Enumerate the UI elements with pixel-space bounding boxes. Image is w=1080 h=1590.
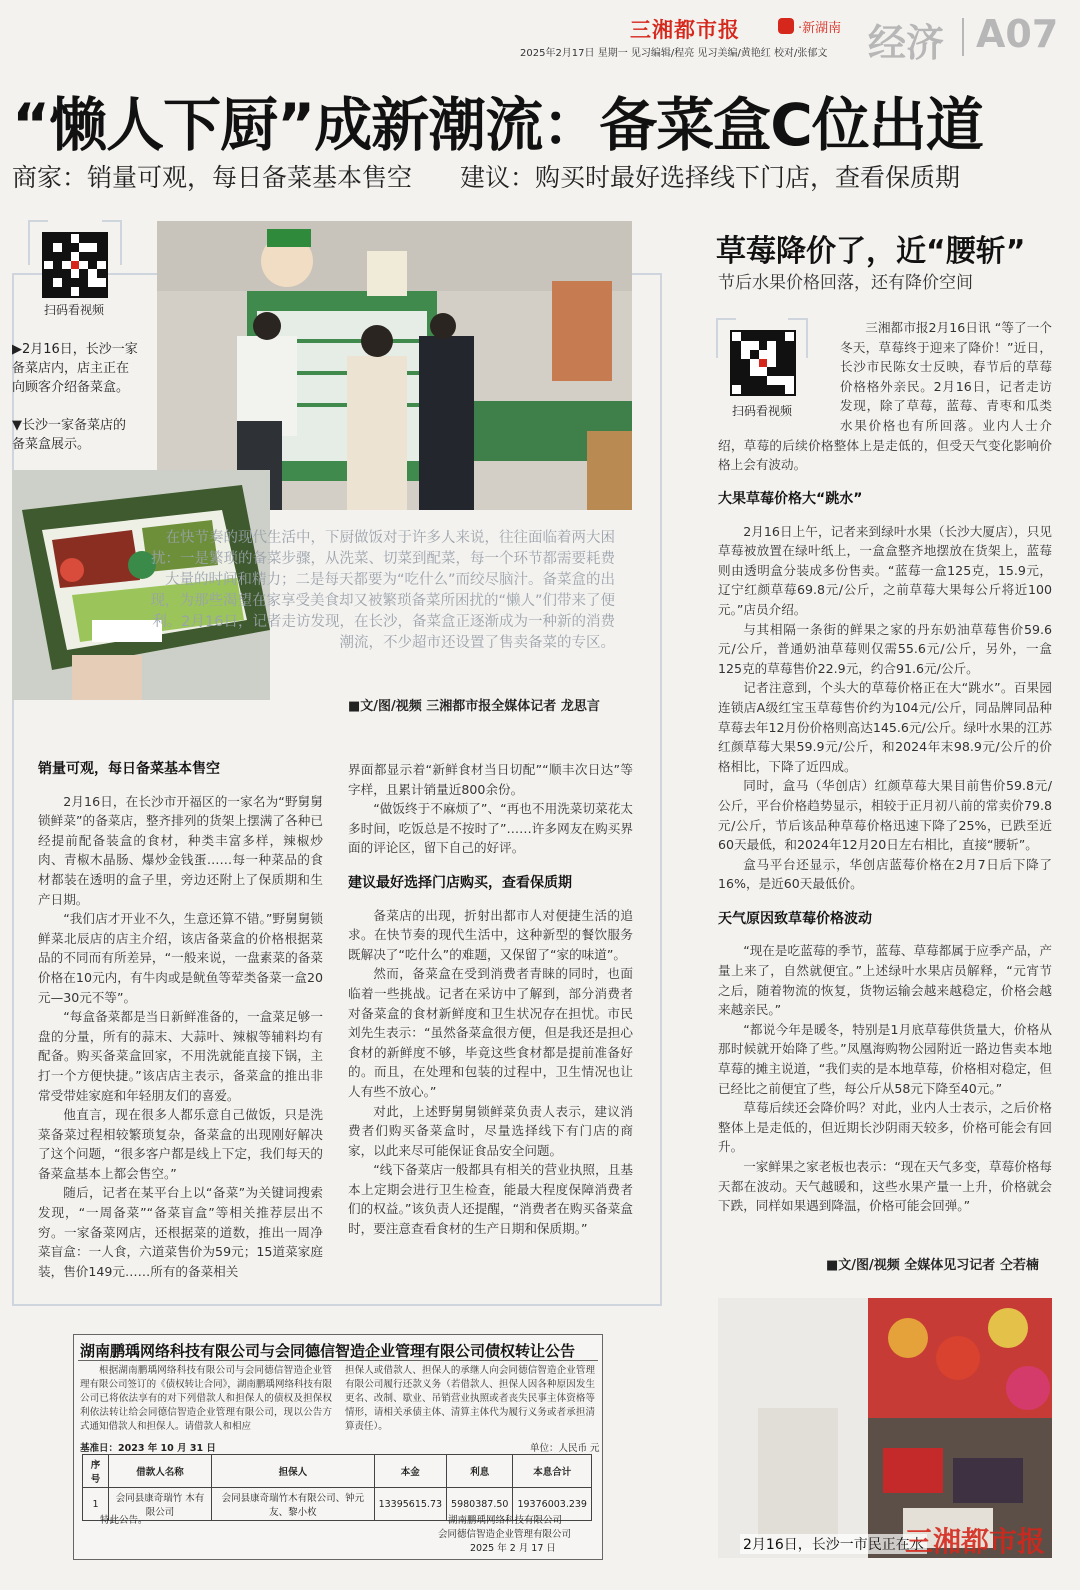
- qr-bracket: [120, 220, 122, 265]
- notice-base-date: 基准日：2023 年 10 月 31 日: [80, 1443, 216, 1454]
- table-cell: 5980387.50: [447, 1488, 513, 1521]
- paragraph: 记者注意到，个头大的草莓价格正在大“跳水”。百果园连锁店A级红宝玉草莓售价约为104元/公斤，同品牌同品种草莓去年12月份价格则高达145.6元/公斤。绿叶水果的江苏红颜草莓大果59.9元/公斤，和2024年末98.9元/公斤的价格相比，下降了近四成。: [718, 680, 1052, 774]
- paragraph: 他直言，现在很多人都乐意自己做饭，只是洗菜备菜过程相较繁琐复杂，备菜盒的出现刚好解决了这个问题，“很多客户都是线上下定，我们每天的备菜盒基本上都会售空。”: [38, 1107, 323, 1181]
- newspaper-brand: 三湘都市报: [630, 18, 740, 42]
- paragraph: “线下备菜店一般都具有相关的营业执照，且基本上定期会进行卫生检查，能最大程度保障消费者们的权益。”该负责人还提醒，“消费者在购买备菜盒时，要注意查看食材的生产日期和保质期。”: [348, 1162, 633, 1237]
- section-heading: 天气原因致草莓价格波动: [718, 910, 872, 927]
- notice-signer-2: 会同德信智造企业管理有限公司: [438, 1529, 572, 1540]
- app-name: ·新湖南: [798, 21, 842, 36]
- qr-bracket: [28, 220, 48, 222]
- table-cell: 会同县康奇瑞竹木有限公司、钟元友、黎小枚: [212, 1488, 375, 1521]
- paragraph: 一家鲜果之家老板也表示：“现在天气多变，草莓价格每天都在波动。天气越暖和，这些水果产量一上升，价格就会下跌，同样如果遇到降温，价格可能会回弹。”: [718, 1159, 1052, 1214]
- side-headline: 草莓降价了，近“腰斩”: [716, 234, 1026, 269]
- app-logo-icon: [778, 18, 794, 34]
- section-heading: 销量可观，每日备菜基本售空: [38, 761, 220, 777]
- qr-caption: 扫码看视频: [44, 303, 105, 317]
- notice-unit: 单位：人民币 元: [530, 1443, 600, 1454]
- subhead-merchant: 商家：销量可观，每日备菜基本售空: [12, 163, 413, 192]
- notice-title: 湖南鹏瑀网络科技有限公司与会同德信智造企业管理有限公司债权转让公告: [80, 1342, 576, 1360]
- notice-text-left: 根据湖南鹏瑀网络科技有限公司与会同德信智造企业管理有限公司签订的《债权转让合同》，湖南鹏瑀网络科技有限公司已将依法享有的对下列借款人和担保人的债权及担保权利依法转让给会同德信智造企业管理有限公司，现以公告方式通知借款人和担保人。请借款人和相应: [80, 1365, 332, 1432]
- table-header: 本息合计: [513, 1455, 592, 1488]
- table-header: 借款人名称: [108, 1455, 211, 1488]
- side-intro-wrap: [718, 318, 1052, 478]
- side-body: [718, 490, 1052, 1216]
- table-header: 担保人: [212, 1455, 375, 1488]
- paragraph: “我们店才开业不久，生意还算不错。”野舅舅锁鲜菜北辰店的店主介绍，该店备菜盒的价格根据菜品的不同而有所差异，“一般来说，一盘素菜的备菜价格在10元内，有牛肉或是鱿鱼等荤类备菜一盒20元—30元不等”。: [38, 911, 323, 1005]
- main-column-1: [38, 760, 323, 1281]
- notice-divider: [78, 1360, 598, 1361]
- paragraph: 随后，记者在某平台上以“备菜”为关键词搜索发现，“一周备菜”“备菜盲盒”等相关推荐层出不穷。一家备菜网店，还根据菜的道数，推出一周净菜盲盒：一人食，六道菜售价为59元；15道菜家庭装，售价149元……所有的备菜相关: [38, 1185, 323, 1279]
- qr-bracket: [102, 220, 122, 222]
- side-intro: 三湘都市报2月16日讯 “等了一个冬天，草莓终于迎来了降价！”近日，长沙市民陈女士反映，春节后的草莓价格格外亲民。2月16日，记者走访发现，除了草莓，蓝莓、青枣和瓜类水果价格也有所回落。业内人士介绍，草莓的后续价格整体上是走低的，但受天气变化影响价格上会有波动。: [718, 320, 1052, 473]
- paragraph: 对此，上述野舅舅锁鲜菜负责人表示，建议消费者们购买备菜盒时，尽量选择线下有门店的商家，以此来尽可能保证食品安全问题。: [348, 1103, 633, 1158]
- notice-closing: 特此公告。: [100, 1515, 148, 1526]
- table-header: 序号: [83, 1455, 109, 1488]
- paragraph: 草莓后续还会降价吗？对此，业内人士表示，之后价格整体上是走低的，但近期长沙阴雨天较多，价格可能会有回升。: [718, 1100, 1052, 1155]
- section-divider: [962, 18, 964, 56]
- section-heading: 建议最好选择门店购买，查看保质期: [348, 874, 572, 891]
- qr-code-icon[interactable]: [42, 232, 108, 298]
- table-cell: 13395615.73: [374, 1488, 446, 1521]
- main-byline: ■文/图/视频 三湘都市报全媒体记者 龙思言: [348, 699, 600, 714]
- side-byline: ■文/图/视频 全媒体见习记者 仝若楠: [826, 1258, 1039, 1273]
- main-headline: “懒人下厨”成新潮流：备菜盒C位出道: [12, 91, 983, 159]
- store-photo: [157, 221, 632, 510]
- section-name: 经济: [868, 21, 945, 65]
- watermark: 三湘都市报: [905, 1525, 1046, 1558]
- notice-date: 2025 年 2 月 17 日: [470, 1543, 556, 1554]
- paragraph: 2月16日上午，记者来到绿叶水果（长沙大厦店），只见草莓被放置在绿叶纸上，一盒盒整齐地摆放在货架上，蓝莓则由透明盒分装成多份售卖。“蓝莓一盒125克，15.9元，辽宁红颜草莓69.8元/公斤，之前草莓大果每公斤将近100元。”店员介绍。: [718, 523, 1052, 617]
- paragraph: 盒马平台还显示，华创店蓝莓价格在2月7日后下降了16%，是近60天最低价。: [718, 856, 1052, 892]
- photo-caption-1: ▶2月16日，长沙一家备菜店内，店主正在向顾客介绍备菜盒。: [12, 342, 138, 395]
- notice-text-right: 担保人或借款人、担保人的承继人向会同德信智造企业管理有限公司履行还款义务（若借款人、担保人因各种原因发生更名、改制、歇业、吊销营业执照或者丧失民事主体资格等情形，请相关承债主体、清算主体代为履行义务或者承担清算责任）。: [345, 1365, 595, 1432]
- table-header: 利息: [447, 1455, 513, 1488]
- paragraph: 2月16日，在长沙市开福区的一家名为“野舅舅锁鲜菜”的备菜店，整齐排列的货架上摆满了各种已经提前配备装盒的食材，种类丰富多样，辣椒炒肉、青椒木晶肠、爆炒金钱蛋……每一种菜品的食材都装在透明的盒子里，旁边还附上了保质期和生产日期。: [38, 793, 323, 907]
- notice-signer-1: 湖南鹏瑀网络科技有限公司: [448, 1515, 563, 1526]
- table-header: 本金: [374, 1455, 446, 1488]
- paragraph: 备菜店的出现，折射出都市人对便捷生活的追求。在快节奏的现代生活中，这种新型的餐饮服务既解决了“吃什么”的难题，又保留了“家的味道”。: [348, 907, 633, 962]
- paragraph: “做饭终于不麻烦了”、“再也不用洗菜切菜花太多时间，吃饭总是不按时了”……许多网友在购买界面的评论区，留下自己的好评。: [348, 801, 633, 856]
- paragraph: “都说今年是暖冬，特别是1月底草莓供货量大，价格从那时候就开始降了些。”凤凰海购物公园附近一路边售卖本地草莓的摊主说道，“我们卖的是本地草莓，价格相对稳定，但已经比之前便宜了些，每公斤从58元下降至40元。”: [718, 1021, 1052, 1096]
- paragraph: 同时，盒马（华创店）红颜草莓大果目前售价59.8元/公斤，平台价格趋势显示，相较于正月初八前的常卖价79.8元/公斤，节后该品种草莓价格迅速下降了25%，已跌至近60天最低，和2024年12月20日左右相比，直接“腰斩”。: [718, 778, 1052, 853]
- fruit-photo: [718, 1298, 1052, 1558]
- page-number: A07: [976, 12, 1059, 56]
- table-cell: 19376003.239: [513, 1488, 592, 1521]
- paragraph: 界面都显示着“新鲜食材当日切配”“顺丰次日达”等字样，且累计销量近800余份。: [348, 762, 633, 797]
- subhead-advice: 建议：购买时最好选择线下门店，查看保质期: [460, 163, 961, 192]
- qr-bracket: [28, 220, 30, 265]
- fruit-photo-caption: 2月16日，长沙一市民正在水: [740, 1534, 927, 1554]
- issue-meta: 2025年2月17日 星期一 见习编辑/程亮 见习美编/黄艳红 校对/张郁文: [520, 48, 828, 59]
- qr-caption: 扫码看视频: [732, 404, 793, 418]
- side-subtitle: 节后水果价格回落，还有降价空间: [718, 273, 973, 293]
- paragraph: 与其相隔一条街的鲜果之家的丹东奶油草莓售价59.6元/公斤，普通奶油草莓则仅需55.6元/公斤，另外，一盒125克的草莓售价22.9元，约合91.6元/公斤。: [718, 621, 1052, 676]
- table-cell: 会同县康奇瑞竹 木有限公司: [108, 1488, 211, 1521]
- notice-table: [82, 1454, 592, 1521]
- main-lede: 在快节奏的现代生活中，下厨做饭对于许多人来说，往往面临着两大困扰：一是繁琐的备菜步骤，从洗菜、切菜到配菜，每一个环节都需要耗费大量的时间和精力；二是每天都要为“吃什么”而绞尽脑汁。备菜盒的出现，为那些渴望在家享受美食却又被繁琐备菜所困扰的“懒人”们带来了便利。2月16日，记者走访发现，在长沙，备菜盒正逐渐成为一种新的消费潮流，不少超市还设置了售卖备菜的专区。: [150, 530, 615, 651]
- table-cell: 1: [83, 1488, 109, 1521]
- paragraph: 然而，备菜盒在受到消费者青睐的同时，也面临着一些挑战。记者在采访中了解到，部分消费者对备菜盒的食材新鲜度和卫生状况存在担忧。市民刘先生表示：“虽然备菜盒很方便，但是我还是担心食材的新鲜度不够，毕竟这些食材都是提前准备好的。而且，在处理和包装的过程中，卫生情况也让人有些不放心。”: [348, 966, 633, 1099]
- photo-caption-2: ▼长沙一家备菜店的备菜盒展示。: [12, 418, 126, 452]
- paragraph: “现在是吃蓝莓的季节，蓝莓、草莓都属于应季产品，产量上来了，自然就便宜。”上述绿叶水果店员解释，“元宵节之后，随着物流的恢复，货物运输会越来越稳定，价格会越来越亲民。”: [718, 943, 1052, 1018]
- main-column-2: [348, 760, 633, 1239]
- section-heading: 大果草莓价格大“跳水”: [718, 491, 863, 507]
- paragraph: “每盒备菜都是当日新鲜准备的，一盒菜足够一盘的分量，所有的蒜末、大蒜叶、辣椒等辅料均有配备。购买备菜盒回家，不用洗就能直接下锅，主打一个方便快捷。”该店店主表示，备菜盒的推出非常受带娃家庭和年轻朋友们的喜爱。: [38, 1009, 323, 1103]
